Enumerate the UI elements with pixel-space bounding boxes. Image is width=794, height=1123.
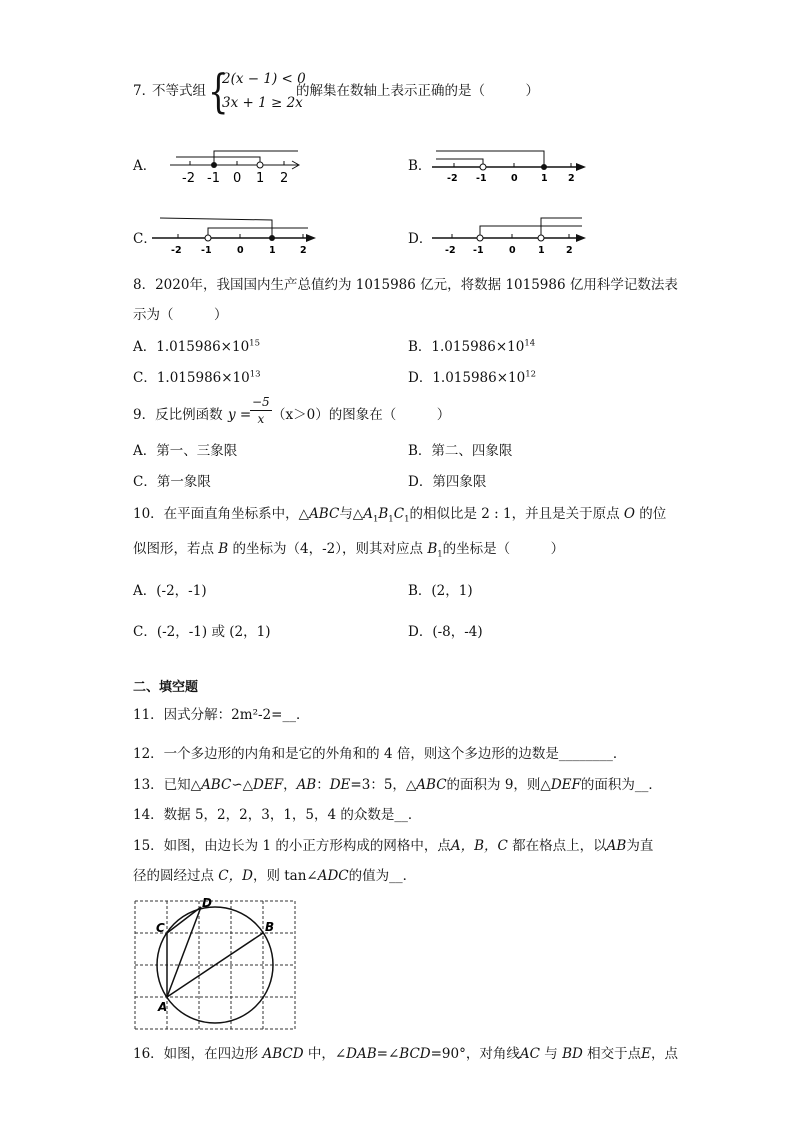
q7-brace: {: [208, 64, 229, 118]
q7-option-a-numberline: [168, 143, 308, 185]
tick-label: 0: [511, 173, 518, 184]
point-label-b: B: [265, 920, 275, 934]
tick-label: 2: [300, 245, 307, 256]
tick-label: -2: [447, 173, 458, 184]
point-label-c: C: [156, 921, 165, 935]
tick-label: -2: [182, 171, 195, 185]
tick-label: 0: [237, 245, 244, 256]
tick-label: -1: [473, 245, 484, 256]
q15-figure: [132, 893, 300, 1035]
tick-label: 1: [269, 245, 276, 256]
q10-option-d: D．(-8，-4): [408, 624, 483, 640]
q9-option-d: D．第四象限: [408, 474, 487, 490]
point-label-a: A: [158, 1000, 168, 1014]
tick-label: -2: [171, 245, 182, 256]
tick-label: -2: [445, 245, 456, 256]
q7-option-c-numberline: [148, 212, 323, 256]
q14: 14．数据 5，2，2，3，1，5，4 的众数是__．: [133, 807, 422, 823]
q9-numerator: −5: [252, 395, 270, 409]
q7-option-b-label: B．: [408, 158, 432, 174]
q15-line-1: 15．如图，由边长为 1 的小正方形构成的网格中，点A，B，C 都在格点上，以AB为直: [133, 838, 654, 854]
q10-line-2: 似图形，若点 B 的坐标为（4，-2），则其对应点 $B_1$的坐标是（ ）: [133, 541, 565, 560]
section-heading: 二、填空题: [133, 680, 199, 695]
point-label-d: D: [202, 896, 212, 910]
tick-label: -1: [201, 245, 212, 256]
q7-option-c-label: C．: [133, 231, 157, 247]
q7-number: 7．: [133, 83, 156, 99]
tick-label: 1: [541, 173, 548, 184]
q10-option-a: A．(-2，-1): [133, 583, 207, 599]
tick-label: 0: [509, 245, 516, 256]
q9-option-a: A．第一、三象限: [133, 443, 238, 459]
q12: 12．一个多边形的内角和是它的外角和的 4 倍，则这个多边形的边数是________．: [133, 746, 627, 762]
q8-line-1: 8．2020年，我国国内生产总值约为 1015986 亿元，将数据 1015986 亿用科学记数法表: [133, 277, 678, 293]
tick-label: 2: [566, 245, 573, 256]
q7-option-d-numberline: [428, 212, 593, 256]
q9-denominator: x: [257, 412, 265, 426]
q9-condition: （x＞0）的图象在（ ）: [272, 407, 451, 423]
q7-option-b-numberline: [428, 145, 593, 185]
q7-tail: 的解集在数轴上表示正确的是（ ）: [296, 83, 539, 99]
q16-line-1: 16．如图，在四边形 ABCD 中，∠DAB=∠BCD=90°，对角线AC 与 BD 相交于点E，点: [133, 1046, 678, 1062]
q7-lead: 不等式组: [152, 83, 206, 99]
tick-label: -1: [207, 171, 220, 185]
q11: 11．因式分解：2m²-2=__．: [133, 707, 310, 723]
q7-ineq-2: 3x + 1 ≥ 2x: [222, 95, 303, 111]
tick-label: 2: [568, 173, 575, 184]
tick-label: 0: [233, 171, 242, 185]
q15-line-2: 径的圆经过点 C，D，则 tan∠ADC的值为__．: [133, 868, 417, 884]
q9-prefix: 9．反比例函数: [133, 407, 223, 423]
q7-ineq-1: 2(x − 1) < 0: [222, 71, 306, 87]
q7-option-a-label: A．: [133, 158, 157, 174]
q9-option-b: B．第二、四象限: [408, 443, 513, 459]
q10-option-c: C．(-2，-1) 或 (2，1): [133, 624, 271, 640]
q9-fraction: [250, 394, 272, 427]
q8-line-2: 示为（ ）: [133, 307, 228, 323]
q7-option-d-label: D．: [408, 231, 433, 247]
q8-option-a: A．$1.015986\times 10^{15}$: [133, 338, 260, 355]
q8-option-b: B．$1.015986\times 10^{14}$: [408, 338, 536, 355]
q13: 13．已知△ABC∽△DEF，AB：DE=3：5，△ABC的面积为 9，则△DEF的面积为__．: [133, 777, 662, 793]
tick-label: 1: [538, 245, 545, 256]
q8-option-d: D．$1.015986\times 10^{12}$: [408, 369, 537, 386]
q9-y: y =: [228, 407, 252, 423]
q8-option-c: C．$1.015986\times 10^{13}$: [133, 369, 261, 386]
q10-line-1: 10．在平面直角坐标系中，△ABC与$\triangle A_1B_1C_1$的相似比是 2 : 1，并且是关于原点 O 的位: [133, 506, 667, 525]
tick-label: 2: [280, 171, 289, 185]
q9-option-c: C．第一象限: [133, 474, 211, 490]
q10-option-b: B．(2，1): [408, 583, 473, 599]
tick-label: 1: [256, 171, 265, 185]
tick-label: -1: [476, 173, 487, 184]
